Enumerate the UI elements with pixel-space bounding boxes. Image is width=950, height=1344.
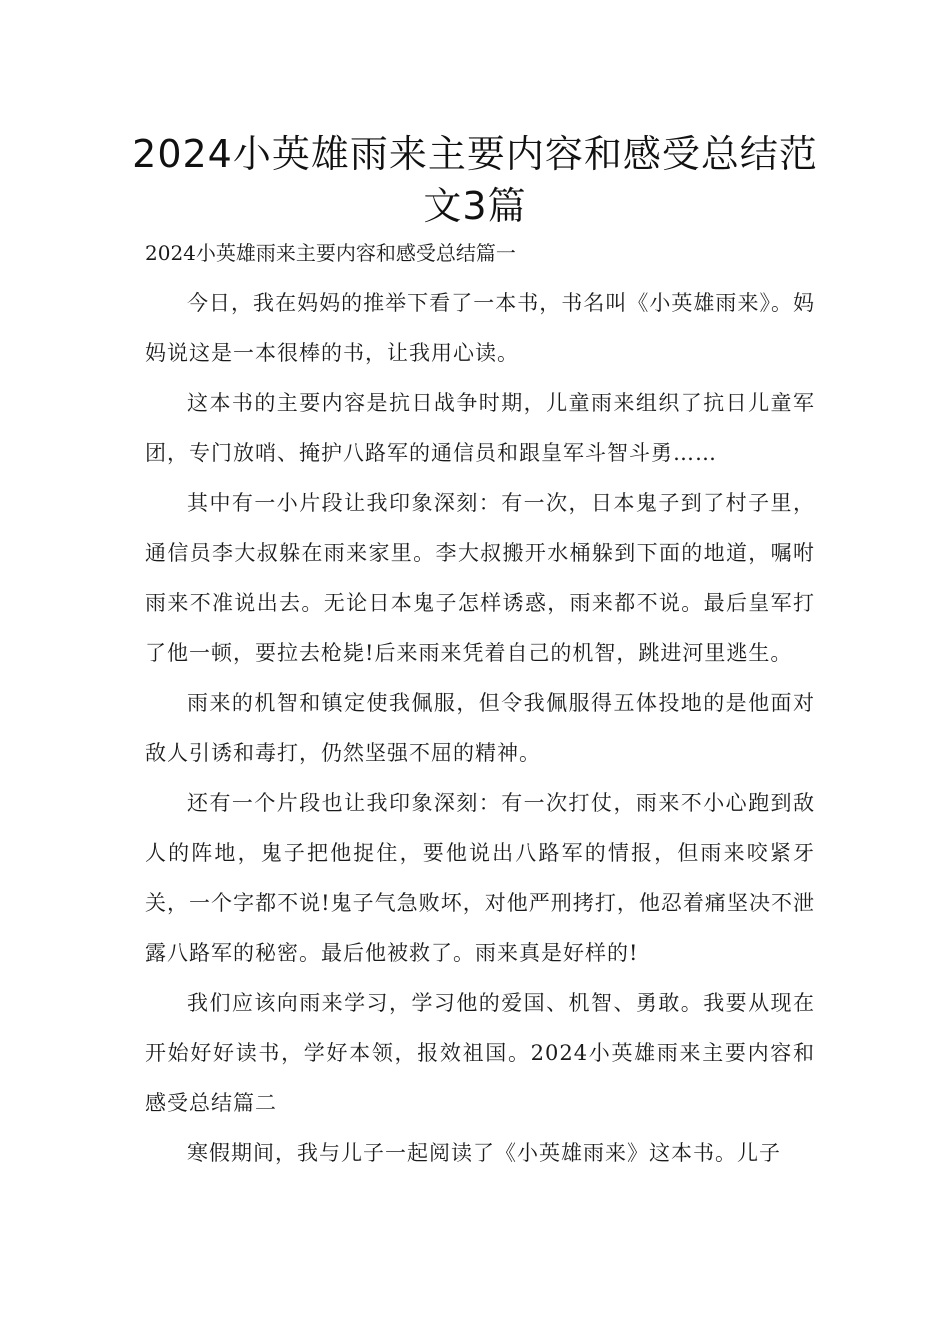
paragraph: 这本书的主要内容是抗日战争时期，儿童雨来组织了抗日儿童军团，专门放哨、掩护八路军的通信员和跟皇军斗智斗勇…… bbox=[145, 391, 815, 465]
section-heading: 2024小英雄雨来主要内容和感受总结篇一 bbox=[145, 241, 516, 265]
paragraph: 雨来的机智和镇定使我佩服，但令我佩服得五体投地的是他面对敌人引诱和毒打，仍然坚强不屈的精神。 bbox=[145, 691, 815, 765]
paragraph: 还有一个片段也让我印象深刻：有一次打仗，雨来不小心跑到敌人的阵地，鬼子把他捉住，要他说出八路军的情报，但雨来咬紧牙关，一个字都不说!鬼子气急败坏，对他严刑拷打，他忍着痛坚决不泄露八路军的秘密。最后他被救了。雨来真是好样的! bbox=[145, 791, 815, 965]
paragraph: 今日，我在妈妈的推举下看了一本书，书名叫《小英雄雨来》。妈妈说这是一本很棒的书，让我用心读。 bbox=[145, 291, 815, 365]
paragraph: 其中有一小片段让我印象深刻：有一次，日本鬼子到了村子里，通信员李大叔躲在雨来家里。李大叔搬开水桶躲到下面的地道，嘱咐雨来不准说出去。无论日本鬼子怎样诱惑，雨来都不说。最后皇军打了他一顿，要拉去枪毙!后来雨来凭着自己的机智，跳进河里逃生。 bbox=[145, 491, 815, 665]
document-body bbox=[145, 238, 815, 1178]
document-title: 2024小英雄雨来主要内容和感受总结范文3篇 bbox=[132, 132, 818, 228]
paragraph: 寒假期间，我与儿子一起阅读了《小英雄雨来》这本书。儿子 bbox=[187, 1141, 781, 1165]
paragraph: 我们应该向雨来学习，学习他的爱国、机智、勇敢。我要从现在开始好好读书，学好本领，报效祖国。2024小英雄雨来主要内容和感受总结篇二 bbox=[145, 991, 815, 1115]
